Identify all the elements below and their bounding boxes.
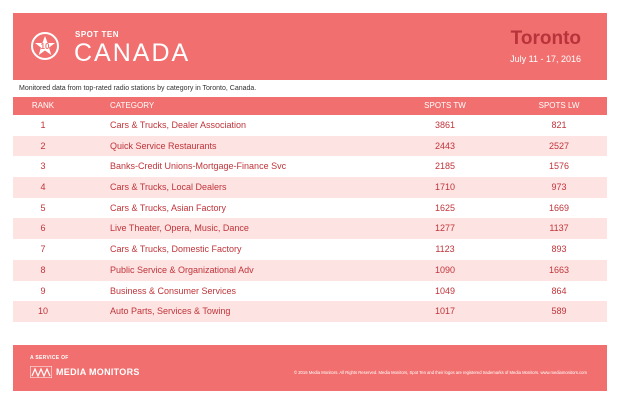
spots-lw-cell: 1669 (548, 202, 570, 213)
date-range: July 11 - 17, 2016 (510, 54, 581, 64)
media-monitors-logo-icon (30, 366, 52, 378)
spots-lw-cell: 1576 (548, 161, 570, 172)
column-rank: RANK (31, 101, 55, 110)
report-card (13, 13, 607, 391)
rank-cell: 3 (40, 161, 46, 172)
report-description: Monitored data from top-rated radio stations by category in Toronto, Canada. (13, 80, 607, 97)
table-row (13, 115, 607, 136)
rank-cell: 1 (40, 120, 46, 130)
spots-lw-cell: 589 (551, 306, 567, 317)
brand-title: CANADA (74, 39, 191, 67)
spots-tw-cell: 1090 (434, 264, 456, 275)
spots-tw-cell: 1625 (434, 202, 456, 213)
table-row (13, 301, 607, 322)
table-body (13, 115, 607, 322)
table-spacer (13, 322, 607, 345)
category-cell: Quick Service Restaurants (110, 140, 217, 151)
spots-tw-cell: 1710 (434, 182, 456, 193)
table-row (13, 198, 607, 219)
column-spots-lw: SPOTS LW (538, 101, 580, 110)
column-spots-tw: SPOTS TW (424, 101, 466, 110)
table-header (13, 97, 607, 115)
spot-ten-badge (31, 32, 59, 60)
category-cell: Banks-Credit Unions-Mortgage-Finance Svc (110, 161, 287, 172)
category-cell: Auto Parts, Services & Towing (110, 306, 231, 317)
category-cell: Business & Consumer Services (110, 285, 237, 296)
column-category: CATEGORY (110, 101, 155, 110)
spots-tw-cell: 3861 (434, 120, 456, 130)
media-monitors-brand: MEDIA MONITORS (56, 367, 140, 377)
report-footer (13, 345, 607, 391)
rank-cell: 7 (40, 244, 46, 255)
category-cell: Cars & Trucks, Domestic Factory (110, 244, 242, 255)
city-name: Toronto (510, 28, 581, 49)
spots-tw-cell: 2185 (434, 161, 456, 172)
spots-tw-cell: 2443 (434, 140, 456, 151)
brand-subtitle: SPOT TEN (75, 30, 120, 39)
table-row (13, 177, 607, 198)
rank-cell: 4 (40, 182, 46, 193)
category-cell: Public Service & Organizational Adv (110, 264, 254, 275)
category-cell: Cars & Trucks, Local Dealers (110, 182, 227, 193)
spots-lw-cell: 821 (551, 120, 567, 130)
table-row (13, 156, 607, 177)
spots-tw-cell: 1049 (434, 285, 456, 296)
rank-cell: 5 (40, 202, 46, 213)
table-row (13, 239, 607, 260)
category-cell: Live Theater, Opera, Music, Dance (110, 223, 249, 234)
table-row (13, 136, 607, 157)
table-row (13, 260, 607, 281)
table-row (13, 218, 607, 239)
rank-cell: 8 (40, 264, 46, 275)
spots-tw-cell: 1277 (434, 223, 456, 234)
table-row (13, 281, 607, 302)
rank-cell: 9 (40, 285, 46, 296)
service-label: A SERVICE OF (30, 355, 69, 361)
rank-cell: 6 (40, 223, 46, 234)
spots-lw-cell: 1137 (549, 223, 569, 234)
spots-lw-cell: 1663 (548, 264, 570, 275)
rank-cell: 10 (37, 306, 48, 317)
badge-number: 10 (40, 42, 50, 51)
spots-tw-cell: 1017 (434, 306, 456, 317)
category-cell: Cars & Trucks, Dealer Association (110, 120, 247, 130)
spots-tw-cell: 1123 (435, 244, 455, 255)
report-header (13, 13, 607, 80)
spots-lw-cell: 2527 (548, 140, 570, 151)
copyright-notice: © 2016 Media Monitors. All Rights Reserved. Media Monitors, Spot Ten and their logos are registered trademarks of Media Monitors. www.mediamonitors.com (293, 370, 587, 375)
rank-cell: 2 (40, 140, 46, 151)
spots-lw-cell: 864 (551, 285, 567, 296)
category-cell: Cars & Trucks, Asian Factory (110, 202, 227, 213)
spots-lw-cell: 893 (551, 244, 567, 255)
spots-lw-cell: 973 (551, 182, 567, 193)
